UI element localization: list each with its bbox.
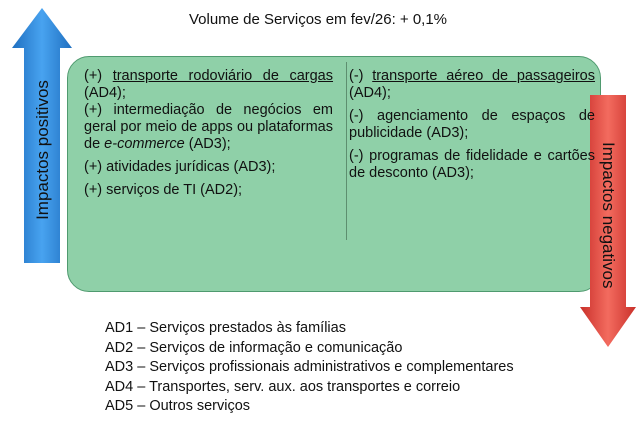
column-divider [346, 62, 347, 240]
negative-item-1-link: transporte aéreo de passageiros [372, 68, 596, 84]
positive-item-1: (+) transporte rodoviário de cargas (AD4); [84, 68, 334, 101]
legend-item-ad1: AD1 – Serviços prestados às famílias [105, 320, 346, 336]
legend-item-ad2: AD2 – Serviços de informação e comunicação [105, 339, 403, 356]
positive-item-2: (+) intermediação de negócios em geral por meio de apps ou plataformas de e-commerce (AD3); [84, 102, 333, 152]
chart-title: Volume de Serviços em fev/26: + 0,1% [188, 11, 448, 28]
legend-item-ad3: AD3 – Serviços profissionais administrativos e complementares [105, 359, 514, 375]
negative-item-3: (-) programas de fidelidade e cartões de desconto (AD3); [349, 148, 595, 181]
legend-item-ad4: AD4 – Transportes, serv. aux. aos transportes e correio [105, 378, 461, 395]
negative-impacts-list [349, 68, 595, 188]
positive-impact-label: Impactos positivos [33, 80, 52, 220]
positive-item-1-link: transporte rodoviário de cargas [112, 68, 334, 84]
negative-impact-label: Impactos negativos [599, 142, 618, 289]
positive-item-3: (+) atividades jurídicas (AD3); [84, 159, 276, 175]
positive-item-4: (+) serviços de TI (AD2); [84, 182, 243, 198]
negative-item-1: (-) transporte aéreo de passageiros (AD4); [349, 68, 596, 101]
legend [105, 319, 514, 417]
positive-impacts-list [84, 68, 333, 205]
negative-item-2: (-) agenciamento de espaços de publicidade (AD3); [349, 108, 595, 141]
legend-item-ad5: AD5 – Outros serviços [105, 398, 251, 414]
